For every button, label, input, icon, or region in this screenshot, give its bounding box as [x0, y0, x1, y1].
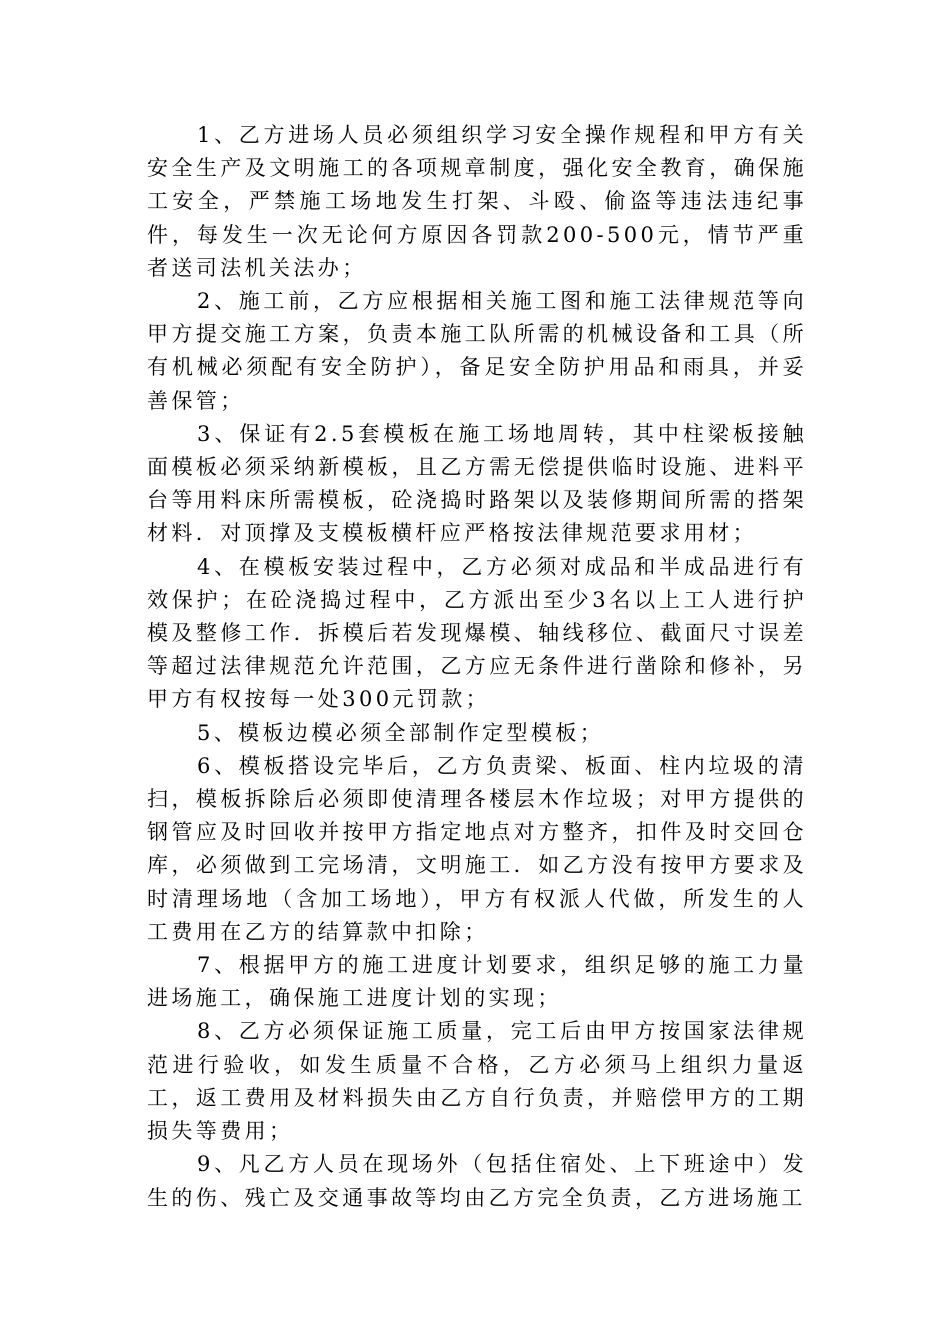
clause-3: 3、保证有2.5套模板在施工场地周转，其中柱梁板接触面模板必须采纳新模板，且乙方需无偿提供临时设施、进料平台等用料床所需模板，砼浇捣时路架以及装修期间所需的搭架材料．对顶撑及支模板横杆应严格按法律规范要求用材；: [147, 421, 807, 546]
clause-9: 9、凡乙方人员在现场外（包括住宿处、上下班途中）发生的伤、残亡及交通事故等均由乙方完全负责，乙方进场施工: [147, 1152, 807, 1210]
clause-7: 7、根据甲方的施工进度计划要求，组织足够的施工力量进场施工，确保施工进度计划的实现；: [147, 953, 807, 1011]
clause-2: 2、施工前，乙方应根据相关施工图和施工法律规范等向甲方提交施工方案，负责本施工队所需的机械设备和工具（所有机械必须配有安全防护），备足安全防护用品和雨具，并妥善保管；: [147, 289, 807, 413]
document-body: [147, 119, 807, 1215]
clause-1: 1、乙方进场人员必须组织学习安全操作规程和甲方有关安全生产及文明施工的各项规章制度，强化安全教育，确保施工安全，严禁施工场地发生打架、斗殴、偷盗等违法违纪事件，每发生一次无论何方原因各罚款200-500元，情节严重者送司法机关法办；: [147, 123, 807, 280]
clause-6: 6、模板搭设完毕后，乙方负责梁、板面、柱内垃圾的清扫，模板拆除后必须即使清理各楼层木作垃圾；对甲方提供的钢管应及时回收并按甲方指定地点对方整齐，扣件及时交回仓库，必须做到工完场清，文明施工．如乙方没有按甲方要求及时清理场地（含加工场地），甲方有权派人代做，所发生的人工费用在乙方的结算款中扣除；: [147, 753, 807, 944]
clause-8: 8、乙方必须保证施工质量，完工后由甲方按国家法律规范进行验收，如发生质量不合格，乙方必须马上组织力量返工，返工费用及材料损失由乙方自行负责，并赔偿甲方的工期损失等费用；: [147, 1019, 807, 1144]
clause-4: 4、在模板安装过程中，乙方必须对成品和半成品进行有效保护；在砼浇捣过程中，乙方派出至少3名以上工人进行护模及整修工作．拆模后若发现爆模、轴线移位、截面尺寸误差等超过法律规范允许范围，乙方应无条件进行凿除和修补，另甲方有权按每一处300元罚款；: [147, 554, 807, 712]
clause-5: 5、模板边模必须全部制作定型模板；: [197, 720, 605, 745]
